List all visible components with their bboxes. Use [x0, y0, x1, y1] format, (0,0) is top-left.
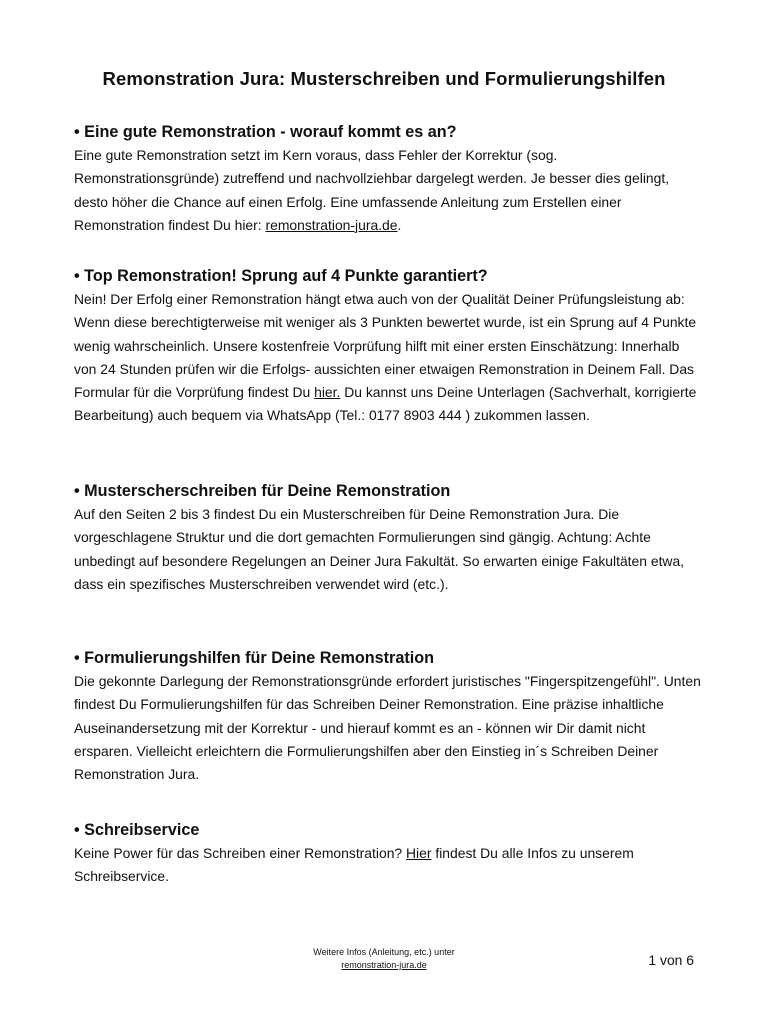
- section-heading: • Schreibservice: [74, 821, 200, 839]
- section-text: [74, 144, 704, 237]
- vorpruefung-link[interactable]: hier.: [314, 384, 341, 401]
- section-formulierungshilfen: [74, 646, 704, 786]
- section-text: Auf den Seiten 2 bis 3 findest Du ein Musterschreiben für Deine Remonstration Jura. Die vorgeschlagene Struktur und die dort gemachten Formulierungen sind gängig. Achtung: Achte unbedingt auf besondere Regelungen an Deiner Jura Fakultät. So erwarten einige Fakultäten etwa, dass ein spezifisches Musterschreiben verwendet wird (etc.).: [74, 506, 685, 592]
- schreibservice-link[interactable]: Hier: [406, 845, 432, 861]
- text-after-link: Du kannst uns Deine Unterlagen (Sachverhalt, korrigierte Bearbeitung) auch bequem via WhatsApp (Tel.: 0177 8903 444 ) zukommen lassen.: [74, 384, 697, 424]
- section-schreibservice: [74, 818, 704, 889]
- section-musterschreiben: [74, 479, 704, 596]
- text-before-link: Eine gute Remonstration setzt im Kern voraus, dass Fehler der Korrektur (sog. Remonstrationsgründe) zutreffend und nachvollziehbar dargelegt werden. Je besser dies gelingt, desto höher die Chance auf einen Erfolg. Eine umfassende Anleitung zum Erstellen einer Remonstration findest Du hier:: [74, 147, 670, 233]
- page-title: Remonstration Jura: Musterschreiben und Formulierungshilfen: [102, 68, 666, 89]
- section-text: Die gekonnte Darlegung der Remonstrationsgründe erfordert juristisches "Fingerspitzengefühl". Unten findest Du Formulierungshilfen für das Schreiben Deiner Remonstration. Eine präzise inhaltliche Auseinandersetzung mit der Korrektur - und hierauf kommt es an - können wir Dir damit nicht ersparen. Vielleicht erleichtern die Formulierungshilfen aber den Einstieg in´s Schreiben Deiner Remonstration Jura.: [74, 673, 701, 783]
- section-top-remonstration: [74, 264, 704, 428]
- footer-link[interactable]: remonstration-jura.de: [341, 960, 427, 970]
- section-heading: • Eine gute Remonstration - worauf kommt es an?: [74, 123, 457, 141]
- section-text: [74, 842, 704, 889]
- section-gute-remonstration: [74, 120, 704, 237]
- footer-text: Weitere Infos (Anleitung, etc.) unter: [313, 947, 455, 957]
- text-after-link: findest Du alle Infos zu unserem Schreibservice.: [74, 845, 634, 885]
- text-after-link: .: [397, 216, 402, 233]
- text-before-link: Keine Power für das Schreiben einer Remonstration?: [74, 845, 407, 861]
- remonstration-jura-link[interactable]: remonstration-jura.de: [265, 216, 398, 233]
- section-text: [74, 288, 704, 428]
- page-number: 1 von 6: [648, 952, 694, 968]
- section-heading: • Musterscherschreiben für Deine Remonstration: [74, 482, 451, 500]
- text-before-link: Nein! Der Erfolg einer Remonstration hängt etwa auch von der Qualität Deiner Prüfungsleistung ab: Wenn diese berechtigterweise mit weniger als 3 Punkten bewertet wurde, ist ein Sprung auf 4 Punkte wenig wahrscheinlich. Unsere kostenfreie Vorprüfung hilft mit einer ersten Einschätzung: Innerhalb von 24 Stunden prüfen wir die Erfolgs- aussichten einer etwaigen Remonstration in Deinem Fall. Das Formular für die Vorprüfung findest Du: [74, 291, 697, 401]
- section-heading: • Formulierungshilfen für Deine Remonstration: [74, 649, 435, 667]
- section-heading: • Top Remonstration! Sprung auf 4 Punkte garantiert?: [74, 267, 488, 285]
